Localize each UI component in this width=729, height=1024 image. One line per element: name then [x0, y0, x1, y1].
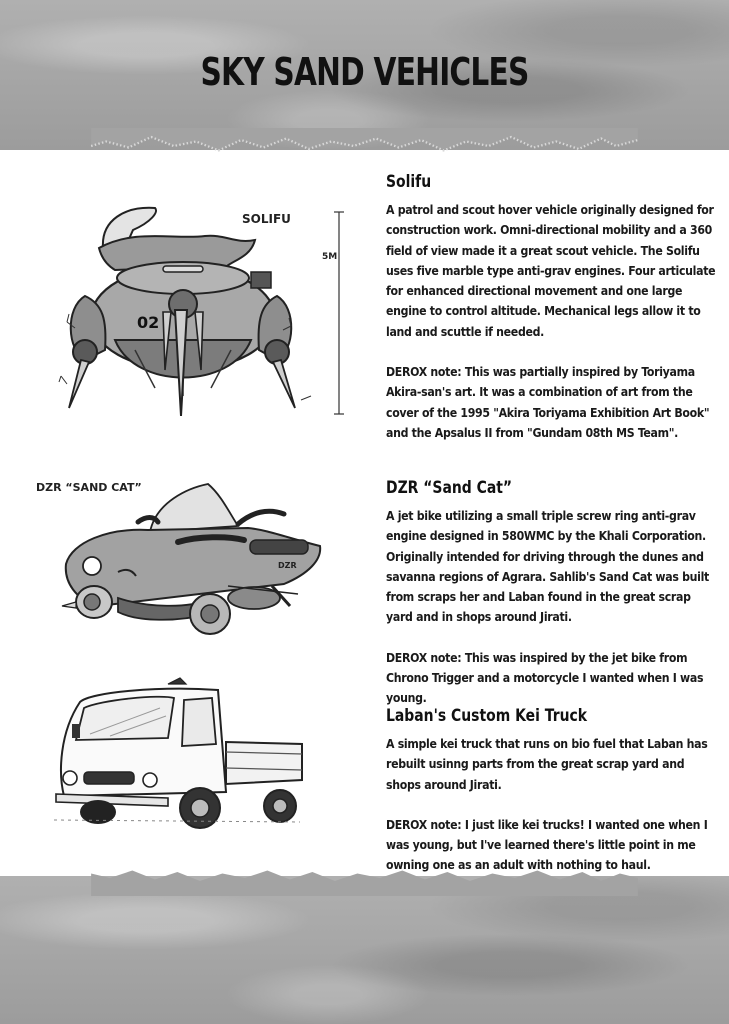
section-kei-truck: [386, 706, 716, 896]
section-title: Solifu: [386, 172, 432, 192]
page-title: SKY SAND VEHICLES: [200, 50, 529, 94]
section-note: DEROX note: This was partially inspired by Toriyama Akira-san's art. It was a combination of art from the cover of the 1995 "Akira Toriyama Exhibition Art Book" and the Apsalus II from "Gundam 08th MS Team".: [386, 365, 710, 440]
section-note: DEROX note: This was inspired by the jet bike from Chrono Trigger and a motorcycle I wanted when I was young.: [386, 650, 704, 706]
section-title: DZR “Sand Cat”: [386, 478, 513, 498]
hull-number: 02: [137, 313, 160, 332]
section-description: A jet bike utilizing a small triple screw ring anti-grav engine designed in 580WMC by the Khali Corporation. Originally intended for driving through the dunes and savanna regions of Agrara. Sahlib's Sand Cat was built from scraps her and Laban found in the great scrap yard and in shops around Jirati.: [386, 509, 709, 625]
kei-truck-illustration: [50, 672, 310, 842]
section-title: Laban's Custom Kei Truck: [386, 706, 588, 726]
section-note: DEROX note: I just like kei trucks! I wanted one when I was young, but I've learned there's little point in me owning one as an adult with nothing to haul.: [386, 817, 708, 873]
decal-text: DZR: [278, 561, 297, 570]
section-description: A simple kei truck that runs on bio fuel that Laban has rebuilt usinng parts from the great scrap yard and shops around Jirati.: [386, 737, 708, 792]
solifu-illustration: [55, 200, 355, 425]
torn-edge-top: [0, 128, 729, 158]
footer-band: [0, 876, 729, 1024]
scale-label: 5M: [322, 252, 338, 262]
section-description: A patrol and scout hover vehicle originally designed for construction work. Omni-directional mobility and a 360 field of view made it a great scout vehicle. The Solifu uses five marble type anti-grav engines. Four articulate for enhanced directional movement and one large engine to control altitude. Mechanical legs allow it to land and scuttle if needed.: [386, 203, 716, 339]
sand-cat-label: DZR “SAND CAT”: [36, 481, 142, 494]
sand-cat-illustration: [58, 482, 328, 642]
section-solifu: [386, 172, 716, 463]
solifu-label: SOLIFU: [242, 212, 291, 226]
section-sand-cat: [386, 478, 716, 729]
